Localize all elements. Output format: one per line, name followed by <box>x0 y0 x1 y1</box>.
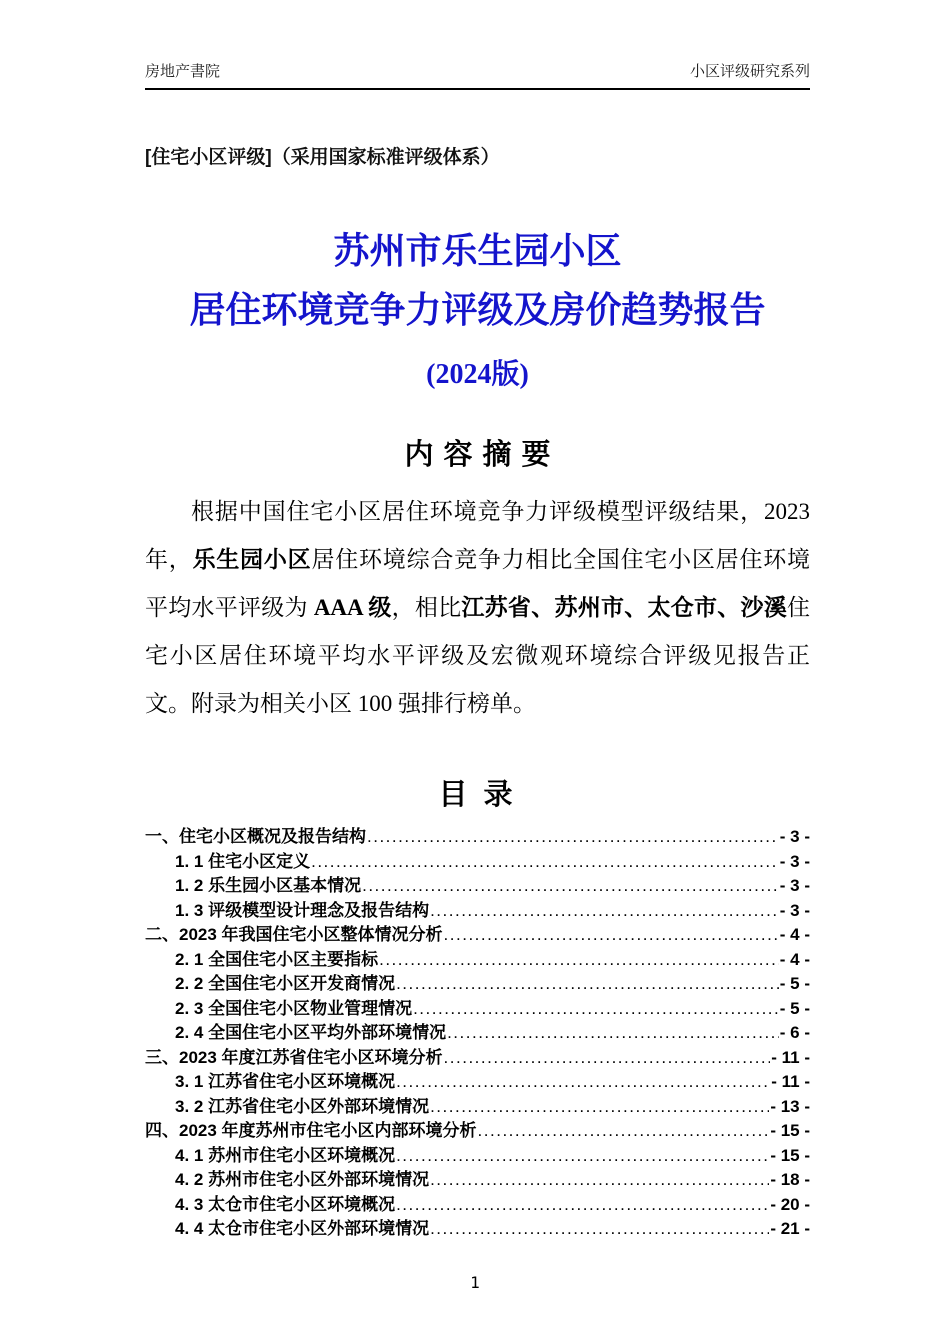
toc-entry-2-3[interactable] <box>145 997 810 1022</box>
toc-entry-page: - 11 - <box>771 1072 810 1091</box>
toc-entry-page: - 3 - <box>779 876 810 895</box>
toc-entry-4-1[interactable] <box>145 1144 810 1169</box>
toc-entry-label: 三、2023 年度江苏省住宅小区环境分析 <box>145 1047 443 1067</box>
toc-entry-page: - 15 - <box>770 1121 810 1140</box>
summary-heading: 内容摘要 <box>404 439 561 471</box>
toc-dot-leader <box>311 850 779 875</box>
toc-dot-leader <box>447 1021 779 1046</box>
toc-dot-leader <box>430 1168 769 1193</box>
toc-entry-page: - 18 - <box>770 1170 810 1189</box>
toc-entry-label: 一、住宅小区概况及报告结构 <box>145 827 366 846</box>
toc-entry-1-2[interactable] <box>145 874 810 899</box>
toc-dot-leader <box>396 1144 769 1169</box>
toc-entry-label: 二、2023 年我国住宅小区整体情况分析 <box>145 925 443 944</box>
header-divider <box>145 88 810 90</box>
toc-entry-1-3[interactable] <box>145 899 810 924</box>
toc-entry-3[interactable] <box>145 1046 810 1071</box>
summary-segment: 居住环境综合竞争力相比全国住宅小区居住环境平均水平评级为 <box>145 547 811 620</box>
toc-entry-4[interactable] <box>145 1119 810 1144</box>
toc-entry-label: 2. 2 全国住宅小区开发商情况 <box>175 974 396 993</box>
toc-entry-page: - 15 - <box>770 1145 810 1165</box>
toc-dot-leader <box>478 1119 770 1144</box>
toc-entry-1[interactable] <box>145 825 810 850</box>
page-number: 1 <box>470 1273 480 1292</box>
toc-dot-leader <box>379 948 779 973</box>
toc-entry-label: 1. 3 评级模型设计理念及报告结构 <box>175 900 430 920</box>
toc-entry-label: 2. 3 全国住宅小区物业管理情况 <box>175 998 413 1018</box>
toc-dot-leader <box>367 825 779 850</box>
toc-entry-4-3[interactable] <box>145 1193 810 1218</box>
page-header <box>145 60 810 81</box>
toc-heading: 目 录 <box>438 779 517 811</box>
summary-paragraph <box>145 488 810 728</box>
toc-entry-3-1[interactable] <box>145 1070 810 1095</box>
toc-entry-4-2[interactable] <box>145 1168 810 1193</box>
toc-entry-label: 1. 2 乐生园小区基本情况 <box>175 876 362 895</box>
toc-entry-label: 2. 1 全国住宅小区主要指标 <box>175 949 379 969</box>
toc-entry-page: - 13 - <box>770 1096 810 1116</box>
toc-entry-2-1[interactable] <box>145 948 810 973</box>
toc-entry-page: - 3 - <box>779 900 810 920</box>
toc-dot-leader <box>444 923 779 948</box>
toc-entry-page: - 3 - <box>779 827 810 846</box>
report-title-line1: 苏州市乐生园小区 <box>333 231 622 271</box>
toc-entry-page: - 20 - <box>770 1194 810 1214</box>
toc-entry-label: 4. 4 太仓市住宅小区外部环境情况 <box>175 1219 430 1238</box>
toc-entry-page: - 5 - <box>779 998 810 1018</box>
toc-entry-page: - 21 - <box>770 1219 810 1238</box>
toc-dot-leader <box>430 899 779 924</box>
summary-segment-bold-regions: 江苏省、苏州市、太仓市、沙溪 <box>461 595 788 620</box>
header-right-text: 小区评级研究系列 <box>689 63 810 80</box>
toc-entry-2-2[interactable] <box>145 972 810 997</box>
summary-segment-bold-community: 乐生园小区 <box>192 547 312 572</box>
toc-entry-label: 4. 1 苏州市住宅小区环境概况 <box>175 1145 396 1165</box>
toc-dot-leader <box>396 972 779 997</box>
toc-dot-leader <box>362 874 779 899</box>
toc-dot-leader <box>430 1095 769 1120</box>
summary-segment: 根据中国住宅小区居住环境竞争力评级模型评级结果，2023 年， <box>145 499 810 572</box>
toc-entry-page: - 11 - <box>771 1047 810 1067</box>
toc-entry-label: 4. 3 太仓市住宅小区环境概况 <box>175 1194 396 1214</box>
toc-entry-page: - 4 - <box>779 925 810 944</box>
toc-entry-label: 1. 1 住宅小区定义 <box>175 851 311 871</box>
toc-dot-leader <box>413 997 779 1022</box>
toc-entry-label: 2. 4 全国住宅小区平均外部环境情况 <box>175 1023 447 1042</box>
toc-entry-2[interactable] <box>145 923 810 948</box>
table-of-contents <box>145 825 810 1242</box>
toc-entry-2-4[interactable] <box>145 1021 810 1046</box>
toc-dot-leader <box>444 1046 771 1071</box>
toc-dot-leader <box>430 1217 769 1242</box>
toc-dot-leader <box>396 1193 769 1218</box>
summary-segment: ，相比 <box>391 595 462 620</box>
rating-classification-note: [住宅小区评级]（采用国家标准评级体系） <box>145 147 500 168</box>
toc-entry-label: 3. 1 江苏省住宅小区环境概况 <box>175 1072 396 1091</box>
report-edition: (2024版) <box>426 359 529 390</box>
report-title-line2: 居住环境竞争力评级及房价趋势报告 <box>189 290 766 330</box>
toc-entry-label: 3. 2 江苏省住宅小区外部环境情况 <box>175 1096 430 1116</box>
toc-entry-page: - 5 - <box>779 974 810 993</box>
toc-entry-label: 4. 2 苏州市住宅小区外部环境情况 <box>175 1170 430 1189</box>
toc-entry-page: - 6 - <box>779 1023 810 1042</box>
summary-segment-bold-rating: AAA 级 <box>313 595 392 620</box>
toc-entry-page: - 4 - <box>779 949 810 969</box>
toc-dot-leader <box>396 1070 770 1095</box>
summary-segment: 住宅小区居住环境平均水平评级及宏微观环境综合评级见报告正文。附录为相关小区 100 强排行榜单。 <box>145 595 811 716</box>
toc-entry-1-1[interactable] <box>145 850 810 875</box>
toc-entry-page: - 3 - <box>779 851 810 871</box>
header-left-text: 房地产書院 <box>145 63 221 80</box>
toc-entry-label: 四、2023 年度苏州市住宅小区内部环境分析 <box>145 1121 477 1140</box>
toc-entry-3-2[interactable] <box>145 1095 810 1120</box>
toc-entry-4-4[interactable] <box>145 1217 810 1242</box>
